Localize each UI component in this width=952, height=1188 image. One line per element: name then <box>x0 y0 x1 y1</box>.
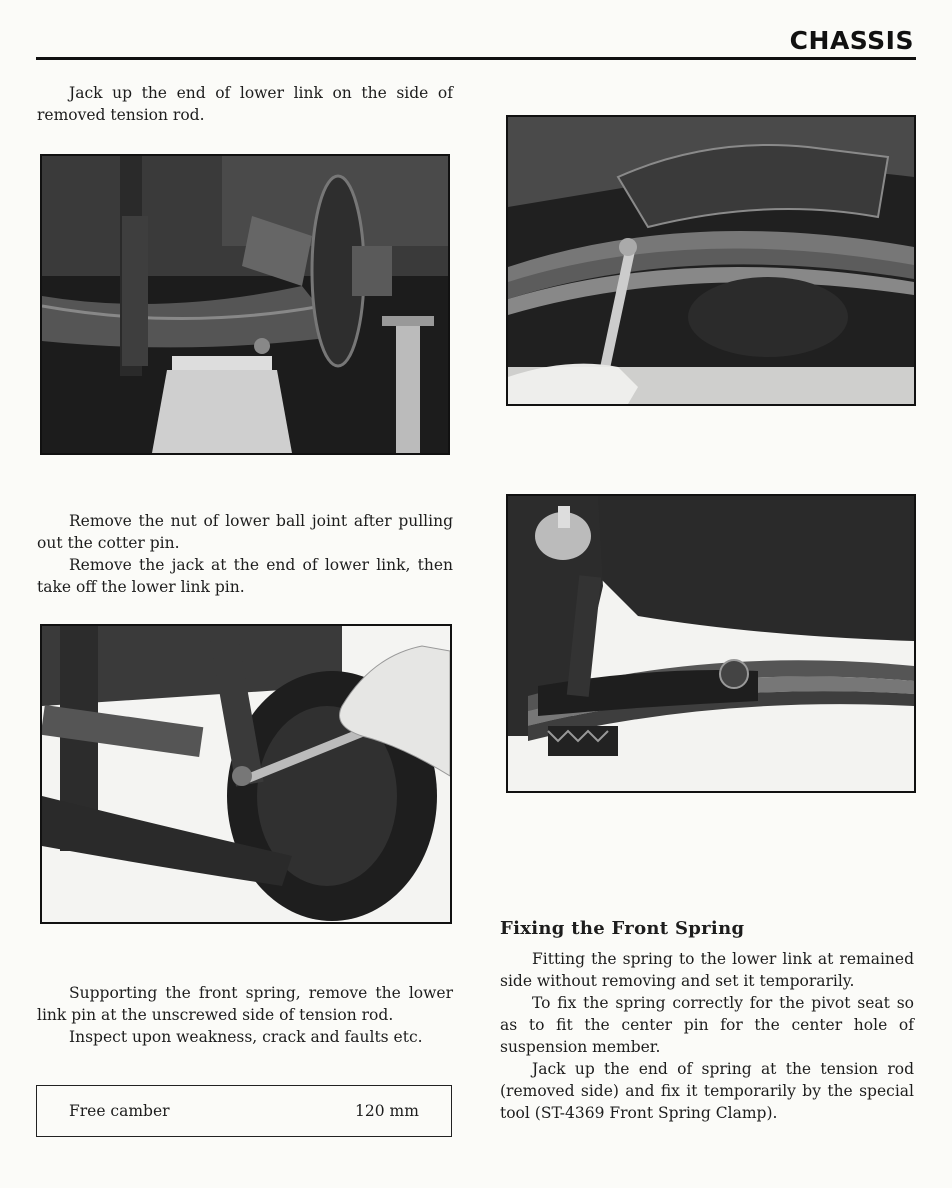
section-body <box>500 948 914 1124</box>
paragraph-text: To fix the spring correctly for the pivot seat so as to fit the center pin for the center hole of suspension member. <box>500 994 914 1056</box>
section-heading: Fixing the Front Spring <box>500 918 745 939</box>
free-camber-spec-box <box>36 1085 452 1137</box>
photo-lower-link-jack <box>40 154 450 455</box>
photo-tension-rod-wrench <box>506 115 916 406</box>
spec-value: 120 mm <box>355 1102 419 1120</box>
paragraph-text: Jack up the end of spring at the tension rod (removed side) and fix it temporarily by the special tool (ST-4369 Front Spring Clamp). <box>500 1060 914 1122</box>
photo-illustration <box>508 117 914 404</box>
page-title: CHASSIS <box>789 26 914 55</box>
paragraph-text: Jack up the end of lower link on the side of removed tension rod. <box>37 84 453 124</box>
paragraph-supporting-spring <box>37 982 453 1048</box>
paragraph-remove-nut <box>37 510 453 598</box>
header-rule <box>36 57 916 60</box>
photo-illustration <box>42 626 450 922</box>
photo-illustration <box>42 156 448 453</box>
paragraph-text: Remove the nut of lower ball joint after pulling out the cotter pin. <box>37 512 453 552</box>
paragraph-text: Fitting the spring to the lower link at remained side without removing and set it temporarily. <box>500 950 914 990</box>
paragraph-text: Supporting the front spring, remove the lower link pin at the unscrewed side of tension rod. <box>37 984 453 1024</box>
paragraph-text: Inspect upon weakness, crack and faults etc. <box>69 1028 423 1046</box>
photo-illustration <box>508 496 914 791</box>
photo-front-spring-lower-link <box>506 494 916 793</box>
spec-label: Free camber <box>69 1102 170 1120</box>
paragraph-text: Remove the jack at the end of lower link, then take off the lower link pin. <box>37 556 453 596</box>
photo-lower-link-pin-wrench <box>40 624 452 924</box>
paragraph-jack-up <box>37 82 453 126</box>
